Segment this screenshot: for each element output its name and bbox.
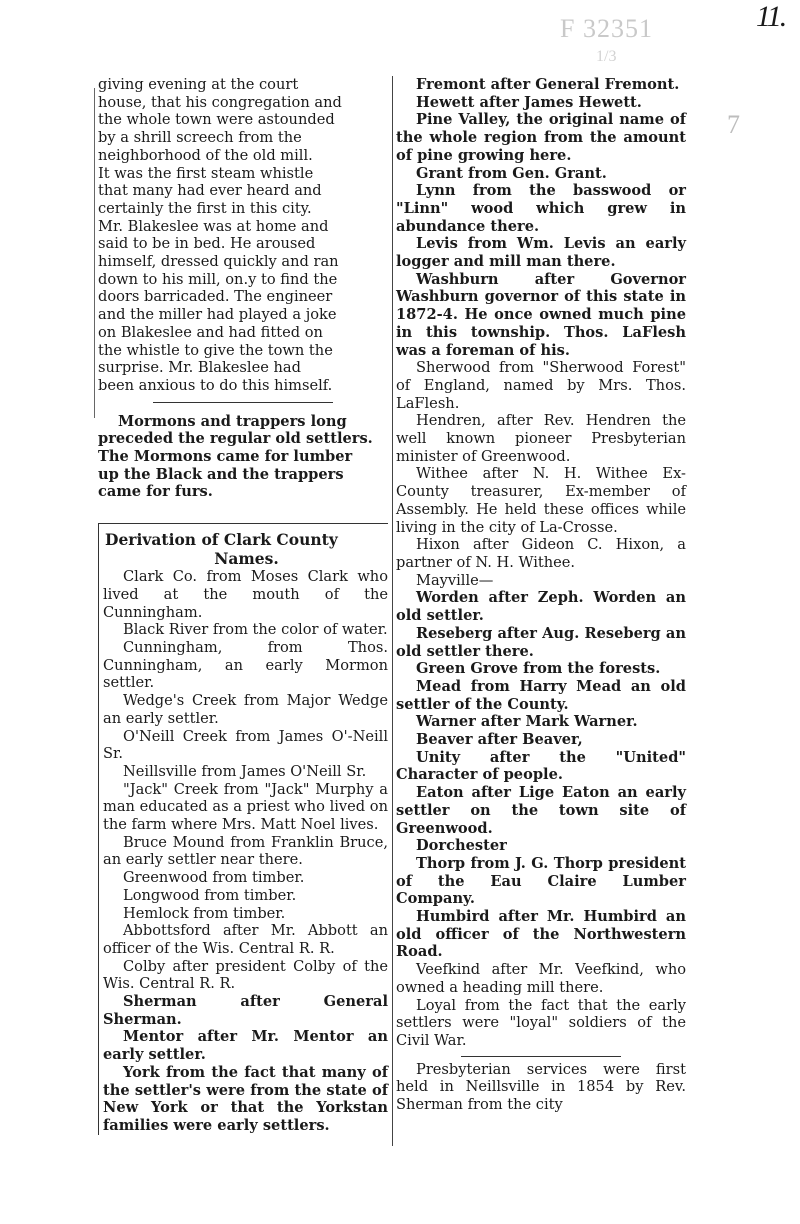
clipping-edge (94, 88, 95, 418)
list-item: Neillsville from James O'Neill Sr. (123, 762, 367, 780)
list-item: Grant from Gen. Grant. (416, 164, 607, 182)
list-item: Black River from the color of water. (123, 621, 388, 639)
text-line: on Blakeslee and had fitted on (98, 323, 323, 341)
presbyterian-paragraph: Presbyterian services were first held in Neillsville in 1854 by Rev. Sherman from the city (396, 1060, 686, 1114)
list-item: Beaver after Beaver, (416, 731, 583, 749)
list-item: Hewett after James Hewett. (416, 93, 642, 111)
column-divider (392, 76, 393, 1146)
page-number: 11. (756, 0, 786, 33)
text-line: the whistle to give the town the (98, 341, 333, 359)
list-item: Clark Co. from Moses Clark who lived at the mouth of the Cunningham. (103, 568, 388, 621)
list-item: Worden after Zeph. Worden an old settler. (396, 589, 686, 625)
mormons-paragraph (98, 413, 388, 502)
list-item: York from the fact that many of the settler's were from the state of New York or that the Yorkstan families were early settlers. (103, 1063, 388, 1134)
list-item: Hixon after Gideon C. Hixon, a partner of N. H. Withee. (396, 536, 686, 571)
list-item: Cunningham, from Thos. Cunningham, an early Mormon settler. (103, 638, 388, 692)
text-line: down to his mill, on.y to find the (98, 270, 338, 288)
list-item: Unity after the "United" Character of people. (396, 748, 686, 784)
list-item: Pine Valley, the original name of the whole region from the amount of pine growing here. (396, 111, 686, 164)
list-item: Dorchester (416, 837, 507, 855)
list-item: Wedge's Creek from Major Wedge an early settler. (103, 692, 388, 727)
text-line: It was the first steam whistle (98, 164, 314, 182)
text-line: Mormons and trappers long (118, 412, 347, 430)
text-line: came for furs. (98, 483, 213, 501)
text-line: house, that his congregation and (98, 93, 342, 111)
text-line: giving evening at the court (98, 76, 299, 93)
list-item: Withee after N. H. Withee Ex-County treasurer, Ex-member of Assembly. He held these offices while living in the city of La-Crosse. (396, 465, 686, 536)
list-item: Reseberg after Aug. Reseberg an old settler there. (396, 624, 686, 660)
text-line: that many had ever heard and (98, 182, 322, 200)
list-item: Veefkind after Mr. Veefkind, who owned a heading mill there. (396, 961, 686, 996)
list-item: Sherman after General Sherman. (103, 993, 388, 1028)
list-item: Hendren, after Rev. Hendren the well known pioneer Presbyterian minister of Greenwood. (396, 412, 686, 465)
catalog-stamp: F 32351 (560, 14, 653, 43)
list-item: Levis from Wm. Levis an early logger and mill man there. (396, 235, 686, 271)
section-rule (153, 402, 333, 403)
list-item: Sherwood from "Sherwood Forest" of England, named by Mrs. Thos. LaFlesh. (396, 359, 686, 412)
list-item: Eaton after Lige Eaton an early settler on the town site of Greenwood. (396, 784, 686, 837)
text-line: said to be in bed. He aroused (98, 235, 316, 253)
text-line: by a shrill screech from the (98, 129, 302, 147)
left-column (98, 76, 388, 1135)
text-line: the whole town were astounded (98, 111, 335, 129)
text-line: neighborhood of the old mill. (98, 146, 313, 164)
list-item: Washburn after Governor Washburn governor of this state in 1872-4. He once owned much pine in this township. Thos. LaFlesh was a foreman of his. (396, 270, 686, 359)
newspaper-clipping (90, 76, 694, 1156)
list-item: Colby after president Colby of the Wis. Central R. R. (103, 957, 388, 993)
list-item: Humbird after Mr. Humbird an old officer of the Northwestern Road. (396, 908, 686, 961)
list-item: Fremont after General Fremont. (416, 76, 680, 93)
list-item: Bruce Mound from Franklin Bruce, an early settler near there. (103, 833, 388, 869)
list-item: Lynn from the basswood or "Linn" wood which grew in abundance there. (396, 182, 686, 235)
intro-paragraph (98, 76, 388, 395)
text-line: The Mormons came for lumber (98, 448, 353, 466)
list-item: Mentor after Mr. Mentor an early settler. (103, 1028, 388, 1064)
list-item: Loyal from the fact that the early settlers were "loyal" soldiers of the Civil War. (396, 996, 686, 1049)
list-item: O'Neill Creek from James O'-Neill Sr. (103, 727, 388, 763)
heading-line: Names. (214, 549, 279, 569)
list-item: Hemlock from timber. (123, 904, 286, 922)
clark-county-section (98, 523, 388, 1135)
text-line: Mr. Blakeslee was at home and (98, 217, 329, 235)
list-item: Longwood from timber. (123, 886, 297, 904)
list-item: Warner after Mark Warner. (416, 713, 638, 731)
text-line: and the miller had played a joke (98, 306, 337, 324)
heading-line: Derivation of Clark County (105, 530, 338, 550)
right-column (396, 76, 686, 1114)
text-line: up the Black and the trappers (98, 465, 344, 483)
section-heading (103, 530, 388, 568)
text-line: preceded the regular old settlers. (98, 430, 373, 448)
list-item: "Jack" Creek from "Jack" Murphy a man educated as a priest who lived on the farm where Mrs. Matt Noel lives. (103, 780, 388, 834)
list-item: Greenwood from timber. (123, 869, 305, 887)
list-item: Thorp from J. G. Thorp president of the Eau Claire Lumber Company. (396, 854, 686, 908)
list-item: Green Grove from the forests. (416, 660, 661, 678)
text-line: been anxious to do this himself. (98, 376, 333, 394)
text-line: himself, dressed quickly and ran (98, 253, 339, 271)
list-item: Abbottsford after Mr. Abbott an officer of the Wis. Central R. R. (103, 922, 388, 957)
list-item: Mead from Harry Mead an old settler of the County. (396, 677, 686, 713)
list-item: Mayville— (416, 571, 494, 589)
margin-mark: 7 (727, 110, 740, 139)
text-line: surprise. Mr. Blakeslee had (98, 359, 301, 377)
catalog-stamp-sub: 1/3 (596, 48, 617, 65)
text-line: doors barricaded. The engineer (98, 288, 333, 306)
text-line: certainly the first in this city. (98, 199, 312, 217)
section-rule (461, 1056, 621, 1057)
